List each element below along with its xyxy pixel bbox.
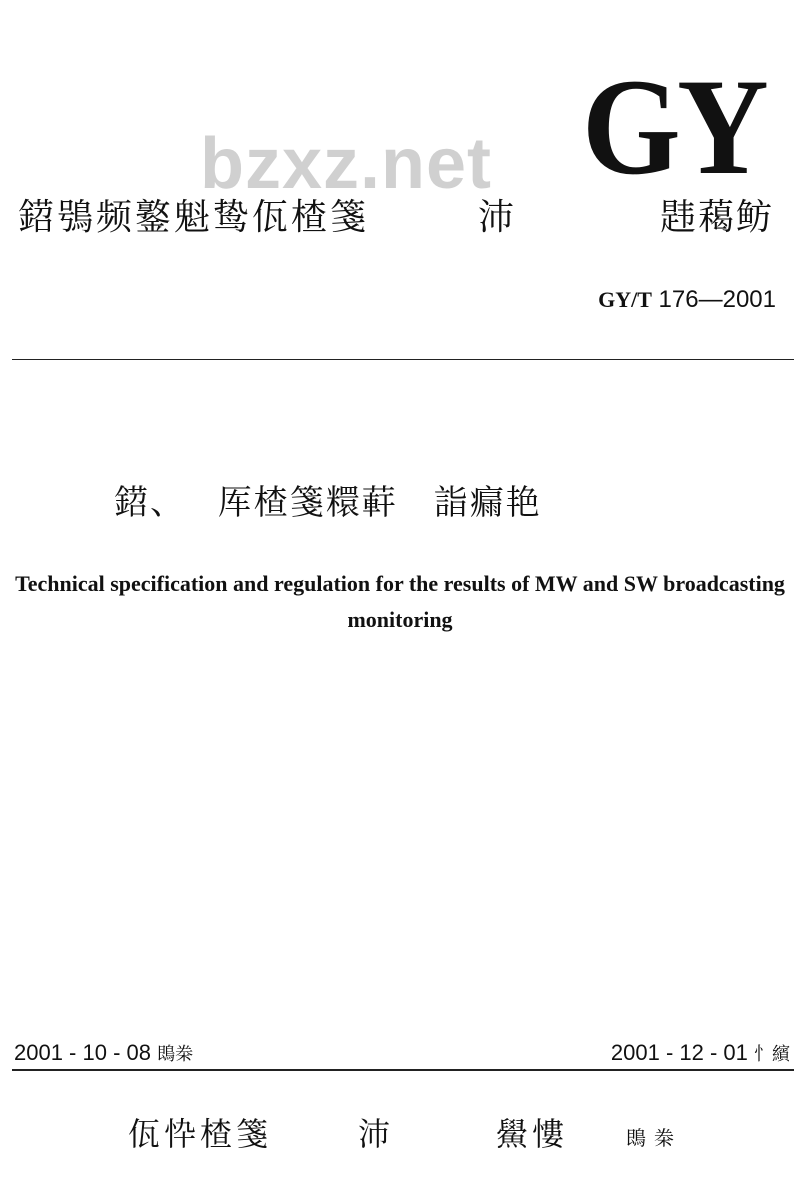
publisher-action: 鱟慺 xyxy=(496,1115,569,1153)
gy-logo: GY xyxy=(582,50,766,203)
top-divider xyxy=(12,359,794,360)
document-title-zh: 鍣、 厍楂箋糫蓒 詣瘺艳 xyxy=(114,483,542,523)
standard-code: 176—2001 xyxy=(651,286,776,313)
implementation-date-label: 忄繽 xyxy=(754,1044,790,1065)
issue-date xyxy=(14,1039,193,1069)
document-title-en: Technical specification and regulation for the results of MW and SW broadcasting monitoring xyxy=(15,571,785,632)
standard-number xyxy=(598,286,776,314)
issue-date-label: 鵖桊 xyxy=(157,1044,194,1065)
issuing-administration: 鍣鴞频鐜魁鸷佤楂箋 xyxy=(18,197,370,238)
watermark: bzxz.net xyxy=(200,124,493,204)
publisher-name: 佤忰楂箋 xyxy=(128,1115,273,1153)
publisher-action-suffix: 鵖桊 xyxy=(626,1126,682,1150)
standard-prefix: GY/T xyxy=(598,287,652,312)
implementation-date xyxy=(611,1039,790,1069)
publisher-name-suffix: 沛 xyxy=(358,1115,391,1153)
standard-type-label: 韪藒鲂 xyxy=(660,197,775,238)
issue-date-value: 2001 - 10 - 08 xyxy=(14,1040,151,1065)
issuing-administration-suffix: 沛 xyxy=(478,197,515,238)
implementation-date-value: 2001 - 12 - 01 xyxy=(610,1040,748,1065)
bottom-divider xyxy=(12,1069,794,1071)
